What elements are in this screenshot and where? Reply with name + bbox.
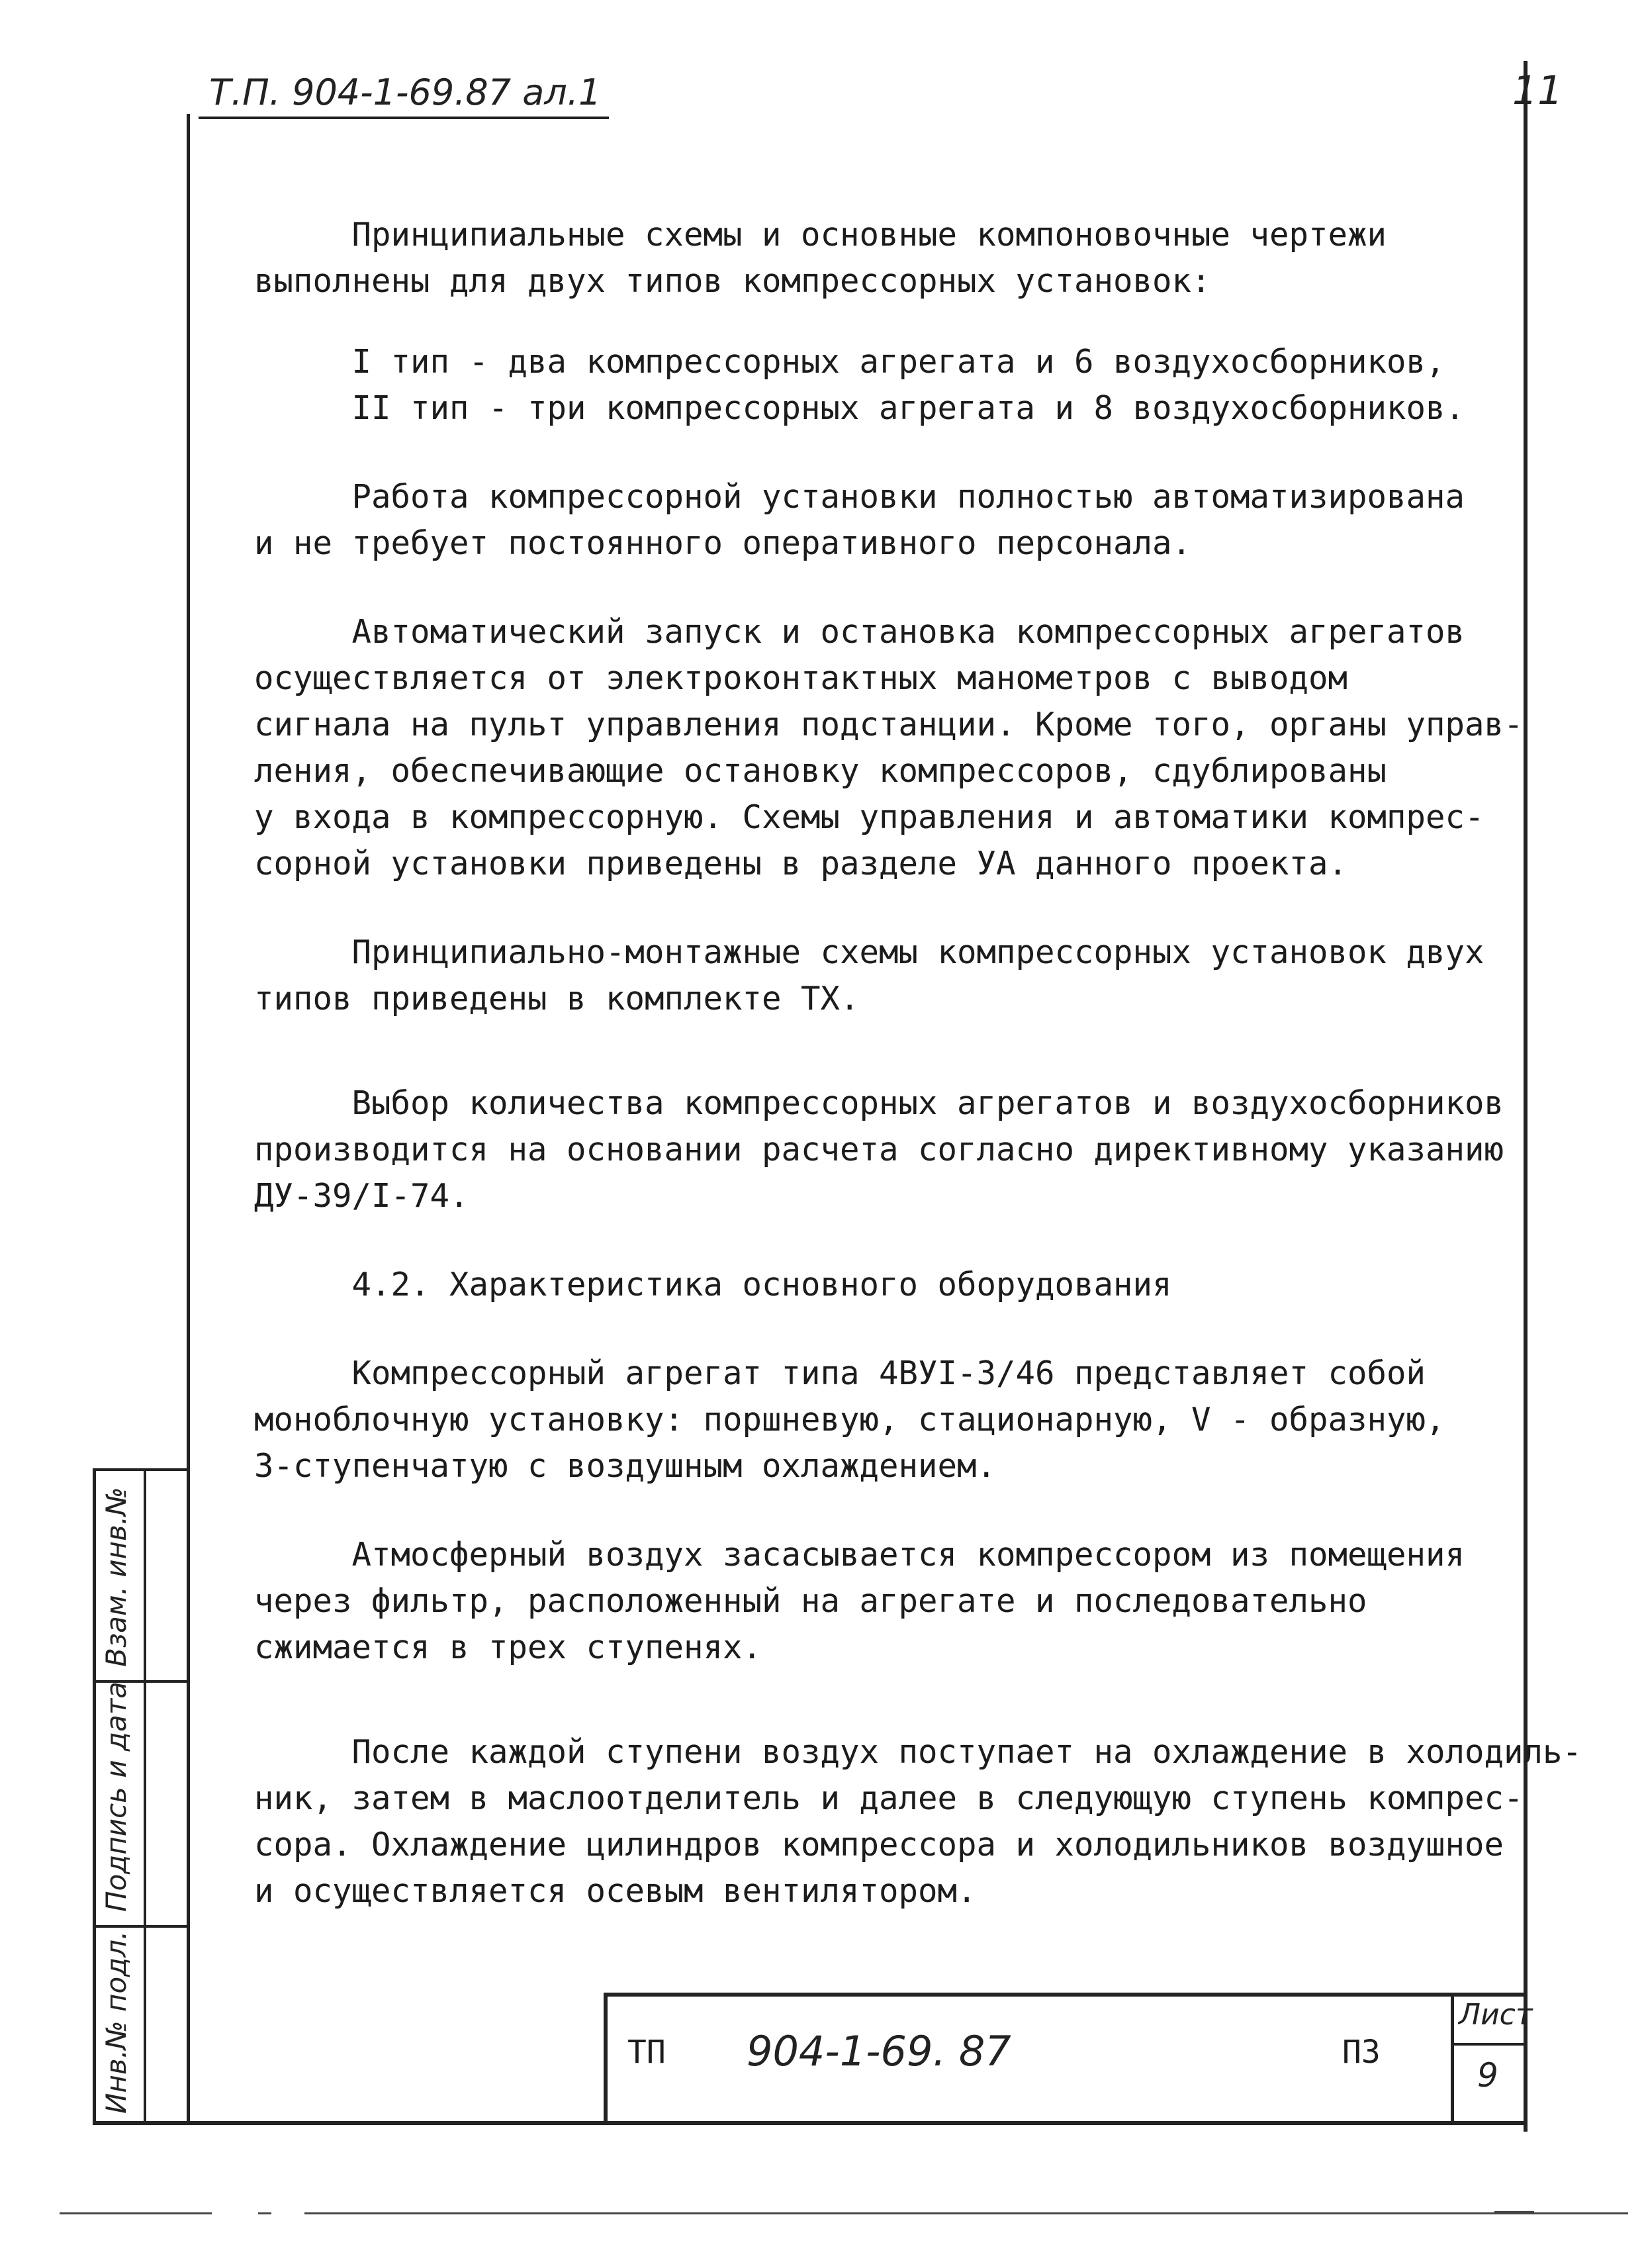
text-line: 3-ступенчатую с воздушным охлаждением. — [254, 1447, 997, 1485]
paragraph-mounting-schemes — [254, 929, 1498, 1022]
list-installation-types — [254, 339, 1498, 432]
header-underline — [199, 117, 609, 119]
strip-column-divider — [144, 1468, 146, 2124]
stamp-field-replace-inv: Взам. инв.№ — [100, 1487, 132, 1667]
text-line: ДУ-39/I-74. — [254, 1177, 469, 1215]
text-line: выполнены для двух типов компрессорных установок: — [254, 262, 1211, 300]
frame-bottom-border — [93, 2121, 1528, 2125]
title-block-left-border — [604, 1993, 608, 2122]
title-block-top-border — [604, 1993, 1524, 1997]
text-line: ления, обеспечивающие остановку компрессоров, сдублированы — [254, 752, 1387, 790]
text-line: Работа компрессорной установки полностью автоматизирована — [254, 478, 1465, 516]
handwritten-document-code: Т.П. 904-1-69.87 ал.1 — [209, 71, 602, 113]
paragraph-schemes — [254, 212, 1498, 305]
text-line: и осуществляется осевым вентилятором. — [254, 1872, 977, 1910]
section-heading: 4.2. Характеристика основного оборудования — [254, 1266, 1172, 1303]
text-line: сора. Охлаждение цилиндров компрессора и холодильников воздушное — [254, 1826, 1504, 1864]
text-line: Автоматический запуск и остановка компрессорных агрегатов — [254, 613, 1465, 651]
text-line: сжимается в трех ступенях. — [254, 1629, 762, 1666]
text-line: у входа в компрессорную. Схемы управления и автоматики компрес- — [254, 798, 1484, 836]
list-item: I тип - два компрессорных агрегата и 6 воздухосборников, — [254, 343, 1445, 381]
stamp-field-signature-date: Подпись и дата — [100, 1681, 132, 1912]
title-block-sheet-number: 9 — [1477, 2056, 1498, 2095]
paragraph-air-intake — [254, 1532, 1498, 1671]
text-line: Компрессорный агрегат типа 4ВУI-3/46 представляет собой — [254, 1354, 1426, 1392]
text-line: Выбор количества компрессорных агрегатов и воздухосборников — [254, 1084, 1504, 1122]
text-line: Принципиально-монтажные схемы компрессорных установок двух — [254, 933, 1484, 971]
document-body — [254, 212, 1582, 1914]
text-line: и не требует постоянного оперативного персонала. — [254, 524, 1192, 562]
text-line: через фильтр, расположенный на агрегате и последовательно — [254, 1582, 1367, 1620]
stamp-field-original-inv: Инв.№ подл. — [100, 1930, 132, 2114]
text-line: типов приведены в комплекте ТХ. — [254, 980, 860, 1017]
title-block-prefix: ТП — [627, 2034, 666, 2071]
paragraph-start-stop — [254, 609, 1524, 887]
strip-divider — [96, 1925, 190, 1928]
stamp-strip — [93, 1468, 190, 2124]
page-sheet-number: 11 — [1512, 68, 1563, 114]
sheet-box-border — [1451, 1993, 1454, 2122]
text-line: После каждой ступени воздух поступает на охлаждение в холодиль- — [254, 1733, 1582, 1771]
text-line: сорной установки приведены в разделе УА данного проекта. — [254, 845, 1348, 882]
text-line: осуществляется от электроконтактных манометров с выводом — [254, 659, 1348, 697]
title-block-section: ПЗ — [1342, 2034, 1381, 2071]
scan-line — [304, 2212, 1628, 2214]
title-block-sheet-label: Лист — [1459, 1998, 1533, 2032]
scan-line — [1494, 2211, 1534, 2213]
strip-divider — [96, 1468, 190, 1471]
scan-line — [60, 2212, 212, 2214]
sheet-box-divider — [1451, 2043, 1524, 2046]
text-line: Принципиальные схемы и основные компоновочные чертежи — [254, 216, 1387, 254]
paragraph-compressor-unit — [254, 1350, 1498, 1489]
paragraph-automation — [254, 474, 1498, 567]
text-line: Атмосферный воздух засасывается компрессором из помещения — [254, 1536, 1465, 1574]
scan-line — [258, 2212, 271, 2214]
text-line: производится на основании расчета согласно директивному указанию — [254, 1131, 1504, 1168]
text-line: ник, затем в маслоотделитель и далее в следующую ступень компрес- — [254, 1779, 1524, 1817]
paragraph-selection — [254, 1080, 1504, 1219]
paragraph-cooling — [254, 1729, 1582, 1914]
list-item: II тип - три компрессорных агрегата и 8 воздухосборников. — [254, 389, 1465, 427]
frame-right-border — [1524, 61, 1528, 2132]
text-line: сигнала на пульт управления подстанции. Кроме того, органы управ- — [254, 706, 1524, 743]
title-block-document-code: 904-1-69. 87 — [747, 2027, 1011, 2075]
text-line: моноблочную установку: поршневую, стационарную, V - образную, — [254, 1401, 1445, 1439]
